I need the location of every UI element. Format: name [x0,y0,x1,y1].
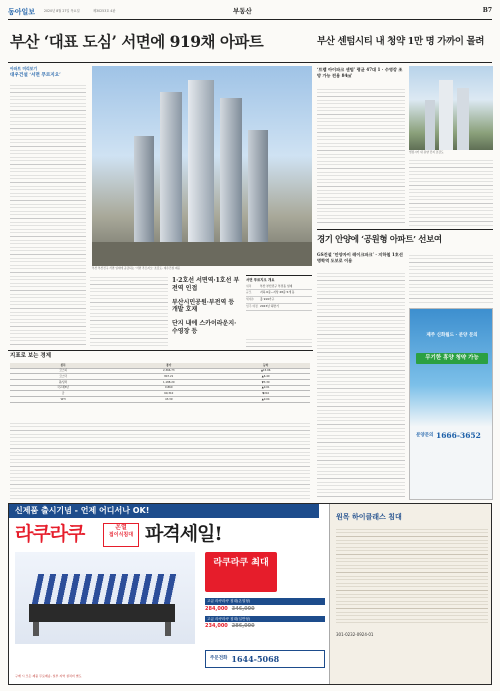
tower-3 [220,98,242,252]
cell: 1,188.20 [116,380,221,386]
ad-bed-image [15,552,195,644]
lead-rendering-image [92,66,312,266]
ad-tagline: 신제품 출시기념 - 언제 어디서나 OK! [9,504,319,518]
price-row: 고급 라쿠라쿠 침대(온열형) [205,598,325,605]
info-box [246,275,312,333]
issue-number: 제30253호 4판 [93,9,116,13]
jeju-ad[interactable] [409,308,493,500]
lead-body-text-3 [246,336,312,348]
kicker: 아파트 미리보기 [10,66,37,71]
normal-price: 286,000 [231,623,255,630]
cell: 43.39 [116,397,221,403]
bed-leg-right [165,622,171,636]
ad-badge [205,552,277,592]
sale-price: 284,000 [205,605,228,612]
market-rule [8,350,313,351]
info-value: 총 919가구 [260,297,275,302]
info-value: 2023년 하반기 [260,303,279,308]
market-title: 지표로 보는 경제 [10,353,52,359]
section-name: 부동산 [233,7,252,15]
col-header: 종가 [116,363,221,368]
masthead [8,6,492,18]
ad-event-2: 접이식침대 [108,532,134,539]
normal-price: 346,000 [231,605,255,612]
photo-tower-a [439,80,453,150]
info-row [246,284,312,291]
issue-date: 2020년 8월 27일 목요일 [44,9,80,13]
lead-caption: 부산 부산진구 서면 일대에 공급되는 ‘서면 푸르지오’ 조감도. 대우건설 제공 [92,266,181,270]
lead-headline: 부산 ‘대표 도심’ 서면에 919채 아파트 [10,32,264,51]
ad-sale: 파격세일! [145,523,222,545]
ad-right-panel [329,504,492,685]
bed-leg-left [33,622,39,636]
cell: ▼3.30 [221,380,310,386]
ad-badge-text: 라쿠라쿠 최대 [213,558,269,568]
ad-brand: 라쿠라쿠 [15,523,85,545]
headline-rule [8,62,492,63]
photo-tower-c [425,100,435,150]
cell: WTI [10,397,116,403]
second-body-text [317,86,405,226]
jeju-ad-badge: 무기한 휴양 청약 가능 [416,353,488,364]
info-label: 위치 [246,283,252,288]
cell: 2,366.73 [116,368,221,374]
price-row-values [205,606,325,613]
col-header: 종목 [10,363,116,368]
lead-title: 대우건설 ‘서면 푸르지오’ [10,73,61,78]
ad-right-phone[interactable]: 301-0232-0924-01 [336,632,374,637]
info-label: 세대수 [246,297,255,302]
cell: ▲15.06 [221,368,310,374]
cell: 원/달러 [10,380,116,386]
cell: 0.860 [116,385,221,391]
paper-name: 동아일보 [8,7,36,16]
subhead-3: 단지 내에 스카이라운지·수영장 등 [172,320,237,335]
second-body-text-2 [409,157,493,226]
jeju-ad-phone[interactable]: 1666-3652 [436,431,481,440]
tower-2 [188,80,214,252]
cell: 금 [10,391,116,397]
subhead-1: 1·2호선 서면역·1호선 부전역 인접 [172,277,240,292]
ad-event-box [103,523,139,547]
market-grid [10,363,310,403]
ad-event-1: 온열 [115,524,127,531]
bed-mattress [32,574,178,604]
ad-right-title: 원목 하이클래스 침대 [336,512,402,521]
col-header: 등락 [221,363,310,368]
info-label: 입주 예정 [246,303,258,308]
cell: 847.21 [116,374,221,380]
jeju-ad-label: 분양문의 [416,433,434,438]
jeju-ad-top: 제주 신화월드 · 분양 문의 [426,333,478,338]
tower-5 [248,130,268,252]
info-value: 부산 부산진구 부전동 일대 [260,283,293,288]
info-row [246,297,312,304]
phone-label: 주문전화 [210,655,228,661]
ad-order-bar[interactable] [205,650,325,668]
masthead-rule [8,19,492,20]
order-phone: 1644-5068 [231,653,280,664]
price-row-values [205,623,325,630]
info-row [246,290,312,297]
lead-body-text-2 [90,274,168,346]
cell: ▲0.01 [221,385,310,391]
gyeonggi-subhead: GS건설 ‘안양자이 레이크파크’ · 지하철 1호선 명학역 도보로 이용 [317,252,403,264]
info-label: 규모 [246,290,252,295]
second-photo [409,66,493,150]
ad-footnote: 구매 시 모든 제품 무료배송, 일부 지역 설치비 별도 [15,674,82,678]
rakuraku-ad[interactable] [8,503,492,685]
photo-tower-b [457,88,469,150]
gyeonggi-headline: 경기 안양에 ‘공원형 아파트’ 선보여 [317,235,442,245]
cell: 코스닥 [10,374,116,380]
cell: 국고채3년 [10,385,116,391]
second-caption: 센텀시티 내 분양 단지 조감도 [409,150,444,154]
info-box-title: 서면 푸르지오 개요 [246,277,275,282]
market-detail-text [10,420,310,500]
gyeonggi-body-text [317,270,405,500]
second-headline: 부산 센텀시티 내 청약 1만 명 가까이 몰려 [317,36,484,47]
city-base [92,242,312,266]
lead-subheads [172,277,242,336]
gyeonggi-body-text-2 [409,252,493,304]
price-row: 고급 라쿠라쿠 침대(일반형) [205,616,325,623]
gyeonggi-rule [317,229,493,230]
bed-frame [29,604,175,622]
sale-price: 234,000 [205,623,228,630]
cell: ▲0.04 [221,397,310,403]
info-value: 지하 6층~지상 48층 5개 동 [260,290,295,295]
market-table [10,363,310,403]
table-row [10,397,310,403]
subhead-2: 부산시민공원·부전역 등 개발 호재 [172,298,235,314]
page-number: B7 [482,7,492,14]
tower-4 [134,136,154,252]
cell: ▲6.40 [221,374,310,380]
second-subhead: ‘트랩 아이파크 센텀’ 평균 47대 1 · 수영강 조망 가능 전용 84㎡ [317,67,403,79]
info-row [246,304,312,311]
lead-body-text [10,82,86,347]
cell: 69,310 [116,391,221,397]
ad-right-text [336,526,488,626]
tower-1 [160,92,182,252]
ad-price-rows [205,598,325,630]
cell: ▼210 [221,391,310,397]
cell: 코스피 [10,368,116,374]
